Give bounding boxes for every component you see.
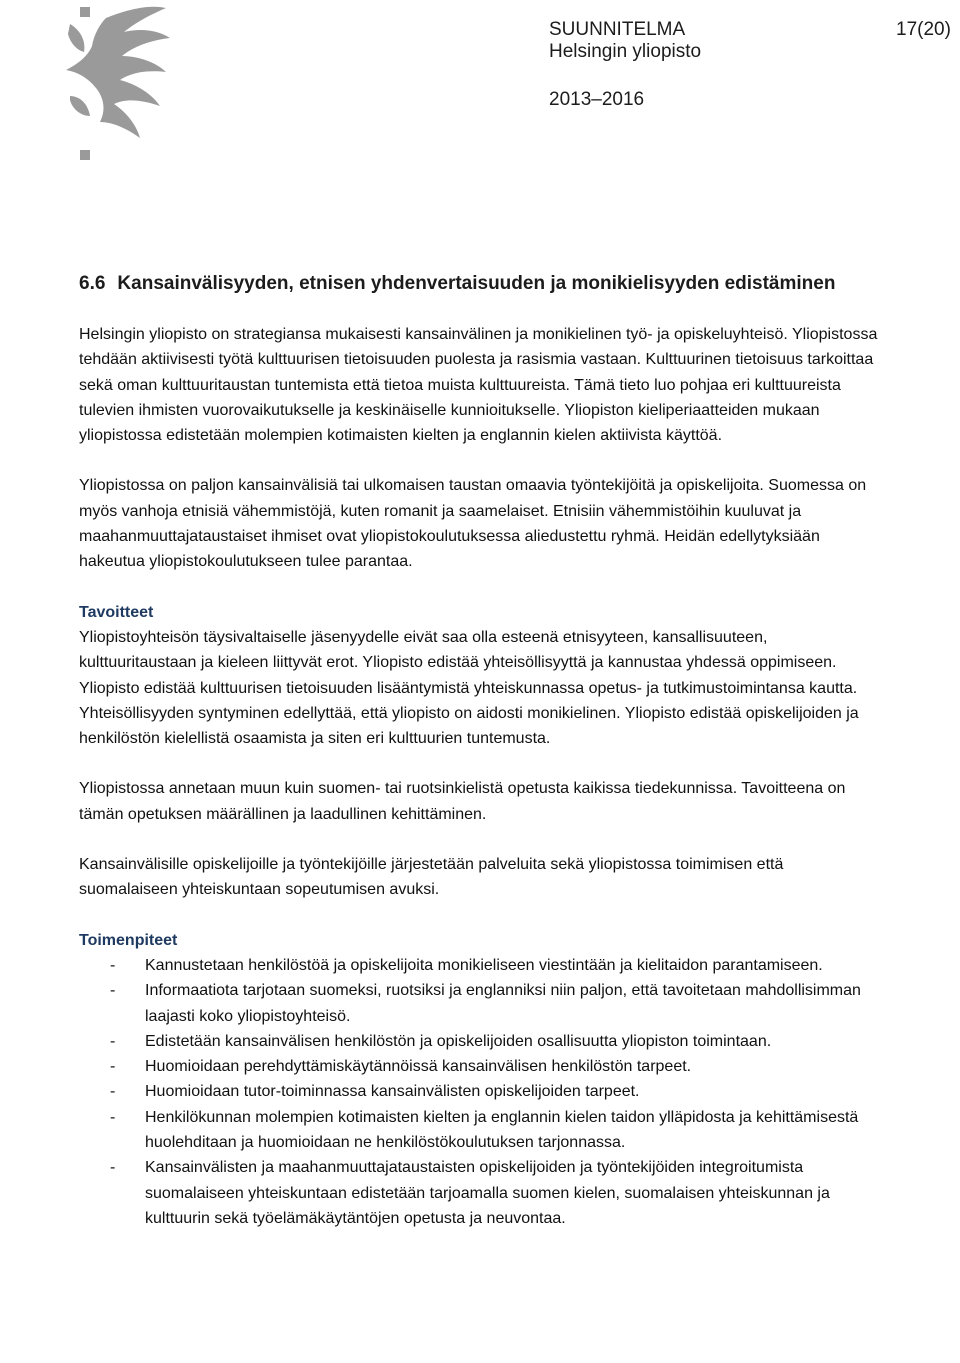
dash-bullet: - — [110, 1108, 116, 1126]
list-item: - Huomioidaan tutor-toiminnassa kansainvälisten opiskelijoiden tarpeet. — [79, 1079, 879, 1104]
section-number: 6.6 — [79, 273, 106, 294]
document-type: SUUNNITELMA — [549, 19, 686, 40]
goals-heading: Tavoitteet — [79, 603, 154, 621]
actions-list — [79, 953, 879, 1231]
page-number: 17(20) — [896, 19, 951, 40]
dash-bullet: - — [110, 1058, 116, 1076]
list-item: - Edistetään kansainvälisen henkilöstön ja opiskelijoiden osallisuutta yliopiston toimintaan. — [79, 1029, 879, 1054]
intro-paragraph: Helsingin yliopisto on strategiansa mukaisesti kansainvälinen ja monikielinen työ- ja opiskeluyhteisö. Yliopistossa tehdään aktiivisesti työtä kulttuurisen tietoisuuden puolesta ja rasismia vastaan. Kulttuurinen tietoisuus tarkoittaa sekä oman kulttuuritaustan tuntemista että tietoa muista kulttuureista. Tämä tieto luo pohjaa eri kulttuureista tulevien ihmisten vuorovaikutukselle ja keskinäiselle kunnioitukselle. Yliopiston kieliperiaatteiden mukaan yliopistossa edistetään molempien kotimaisten kielten ja englannin kielen aktiivista käyttöä. — [79, 326, 878, 445]
goals-paragraph: Yliopistoyhteisön täysivaltaiselle jäsenyydelle eivät saa olla esteenä etnisyyteen, kansallisuuteen, kulttuuritaustaan ja kieleen liittyvät erot. Yliopisto edistää yhteisöllisyyttä ja kannustaa yhdessä oppimiseen. Yliopisto edistää kulttuurisen tietoisuuden lisääntymistä yhteiskunnassa opetus- ja tutkimustoimintansa kautta. Yhteisöllisyyden syntyminen edellyttää, että yliopisto on aidosti monikielinen. Yliopisto edistää opiskelijoiden ja henkilöstön kielellistä osaamista ja siten eri kulttuurien tuntemusta. — [79, 628, 859, 748]
dash-bullet: - — [110, 1032, 116, 1050]
plan-period: 2013–2016 — [549, 89, 645, 110]
organization-name: Helsingin yliopisto — [549, 41, 702, 62]
list-item: - Informaatiota tarjotaan suomeksi, ruotsiksi ja englanniksi niin paljon, että tavoitetaan mahdollisimman laajasti koko yliopistoyhteisö. — [79, 978, 879, 1029]
section-heading — [79, 271, 879, 297]
list-item: - Huomioidaan perehdyttämiskäytännöissä kansainvälisen henkilöstön tarpeet. — [79, 1054, 879, 1079]
intro-paragraph: Yliopistossa on paljon kansainvälisiä tai ulkomaisen taustan omaavia työntekijöitä ja opiskelijoita. Suomessa on myös vanhoja etnisiä vähemmistöjä, kuten romanit ja saamelaiset. Etnisiin vähemmistöihin kuuluvat ja maahanmuuttajataustaiset ihmiset ovat yliopistokoulutuksessa aliedustettu ryhmä. Heidän edellytyksiään hakeutua yliopistokoulutukseen tulee parantaa. — [79, 477, 867, 571]
list-item: - Kansainvälisten ja maahanmuuttajataustaisten opiskelijoiden ja työntekijöiden integroitumista suomalaiseen yhteiskuntaan edistetään tarjoamalla suomen kielen, suomalaisen yhteiskunnan ja kulttuurin sekä työelämäkäytäntöjen opetusta ja neuvontaa. — [79, 1155, 879, 1231]
goals-paragraph: Yliopistossa annetaan muun kuin suomen- tai ruotsinkielistä opetusta kaikissa tiedekunnissa. Tavoitteena on tämän opetuksen määrällinen ja laadullinen kehittäminen. — [79, 780, 846, 823]
document-body — [79, 271, 879, 1231]
goals-paragraph: Kansainvälisille opiskelijoille ja työntekijöille järjestetään palveluita sekä yliopistossa toimimisen että suomalaiseen yhteiskuntaan sopeutumisen avuksi. — [79, 856, 784, 899]
dash-bullet: - — [110, 1083, 116, 1101]
dash-bullet: - — [110, 1159, 116, 1177]
dash-bullet: - — [110, 982, 116, 1000]
actions-heading: Toimenpiteet — [79, 931, 178, 949]
list-item: - Henkilökunnan molempien kotimaisten kielten ja englannin kielen taidon ylläpidosta ja kehittämisestä huolehditaan ja huomioidaan ne henkilöstökoulutuksen tarjonnassa. — [79, 1105, 879, 1156]
list-item: - Kannustetaan henkilöstöä ja opiskelijoita monikieliseen viestintään ja kielitaidon parantamiseen. — [79, 953, 879, 978]
university-logo-icon — [66, 0, 172, 166]
section-title: Kansainvälisyyden, etnisen yhdenvertaisuuden ja monikielisyyden edistäminen — [117, 273, 836, 294]
dash-bullet: - — [110, 956, 116, 974]
